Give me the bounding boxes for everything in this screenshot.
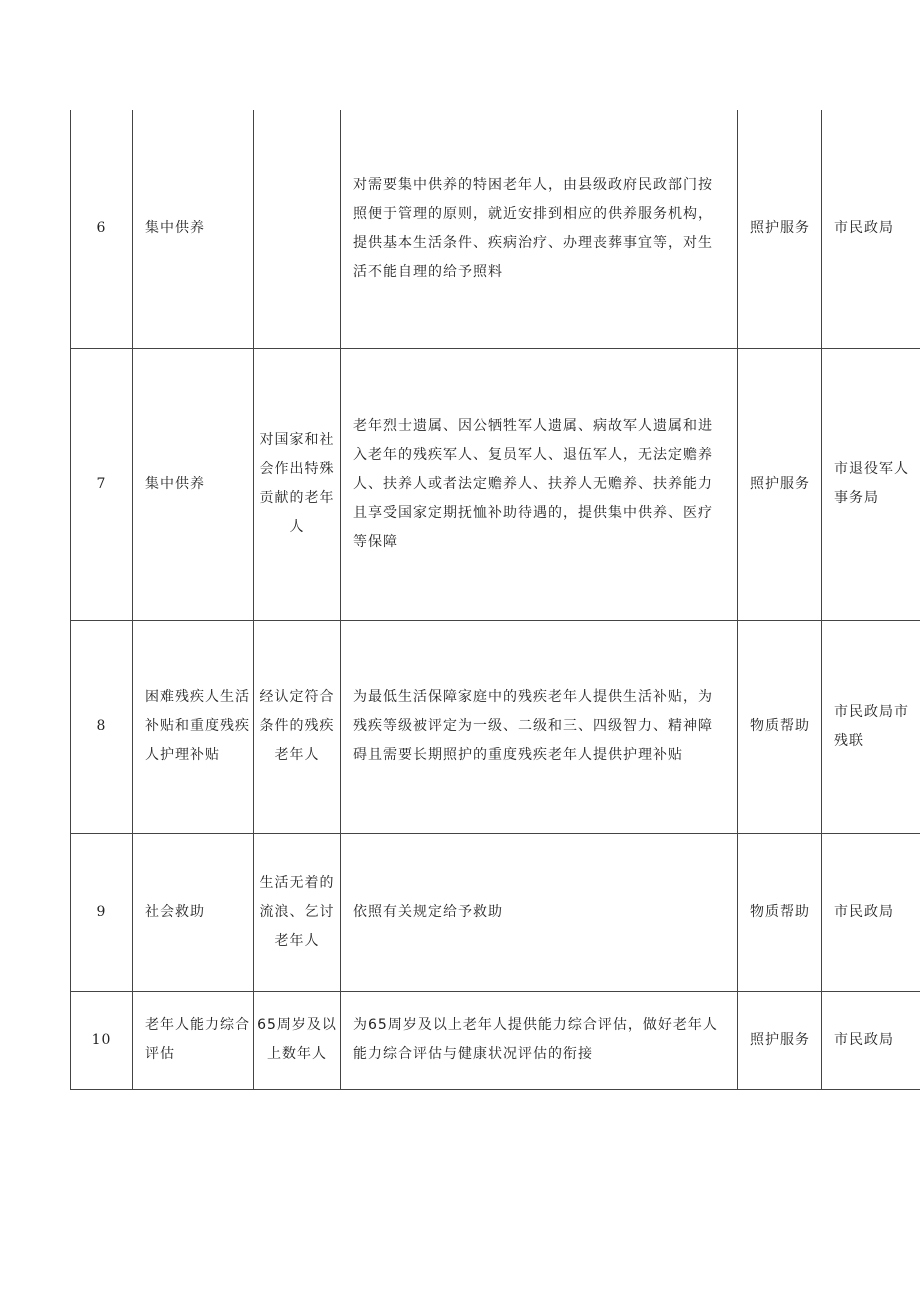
row-number: 8 (71, 620, 133, 833)
responsible-department: 市民政局市残联 (822, 620, 920, 833)
table-row (71, 833, 920, 991)
table-row (71, 620, 920, 833)
responsible-department: 市民政局 (822, 833, 920, 991)
service-content: 老年烈士遗属、因公牺牲军人遗属、病故军人遗属和进入老年的残疾军人、复员军人、退伍军人，无法定赡养人、扶养人或者法定赡养人、扶养人无赡养、扶养能力且享受国家定期抚恤补助待遇的，提供集中供养、医疗等保障 (341, 348, 738, 620)
service-type: 照护服务 (738, 348, 822, 620)
service-item: 老年人能力综合评估 (133, 991, 254, 1089)
service-type: 物质帮助 (738, 833, 822, 991)
service-object: 65周岁及以上数年人 (254, 991, 341, 1089)
service-content: 为65周岁及以上老年人提供能力综合评估，做好老年人能力综合评估与健康状况评估的衔接 (341, 991, 738, 1089)
service-object: 生活无着的流浪、乞讨老年人 (254, 833, 341, 991)
service-object: 对国家和社会作出特殊贡献的老年人 (254, 348, 341, 620)
row-number: 6 (71, 110, 133, 348)
service-table (70, 110, 920, 1090)
row-number: 9 (71, 833, 133, 991)
service-content: 为最低生活保障家庭中的残疾老年人提供生活补贴，为残疾等级被评定为一级、二级和三、四级智力、精神障碍且需要长期照护的重度残疾老年人提供护理补贴 (341, 620, 738, 833)
responsible-department: 市退役军人事务局 (822, 348, 920, 620)
service-object: 经认定符合条件的残疾老年人 (254, 620, 341, 833)
service-item: 集中供养 (133, 110, 254, 348)
service-type: 照护服务 (738, 991, 822, 1089)
responsible-department: 市民政局 (822, 110, 920, 348)
service-item: 困难残疾人生活补贴和重度残疾人护理补贴 (133, 620, 254, 833)
service-content: 对需要集中供养的特困老年人，由县级政府民政部门按照便于管理的原则，就近安排到相应的供养服务机构，提供基本生活条件、疾病治疗、办理丧葬事宜等，对生活不能自理的给予照料 (341, 110, 738, 348)
service-item: 社会救助 (133, 833, 254, 991)
service-type: 物质帮助 (738, 620, 822, 833)
table-row (71, 110, 920, 348)
service-item: 集中供养 (133, 348, 254, 620)
table-row (71, 991, 920, 1089)
row-number: 7 (71, 348, 133, 620)
row-number: 10 (71, 991, 133, 1089)
service-object (254, 110, 341, 348)
service-content: 依照有关规定给予救助 (341, 833, 738, 991)
service-type: 照护服务 (738, 110, 822, 348)
table-row (71, 348, 920, 620)
responsible-department: 市民政局 (822, 991, 920, 1089)
